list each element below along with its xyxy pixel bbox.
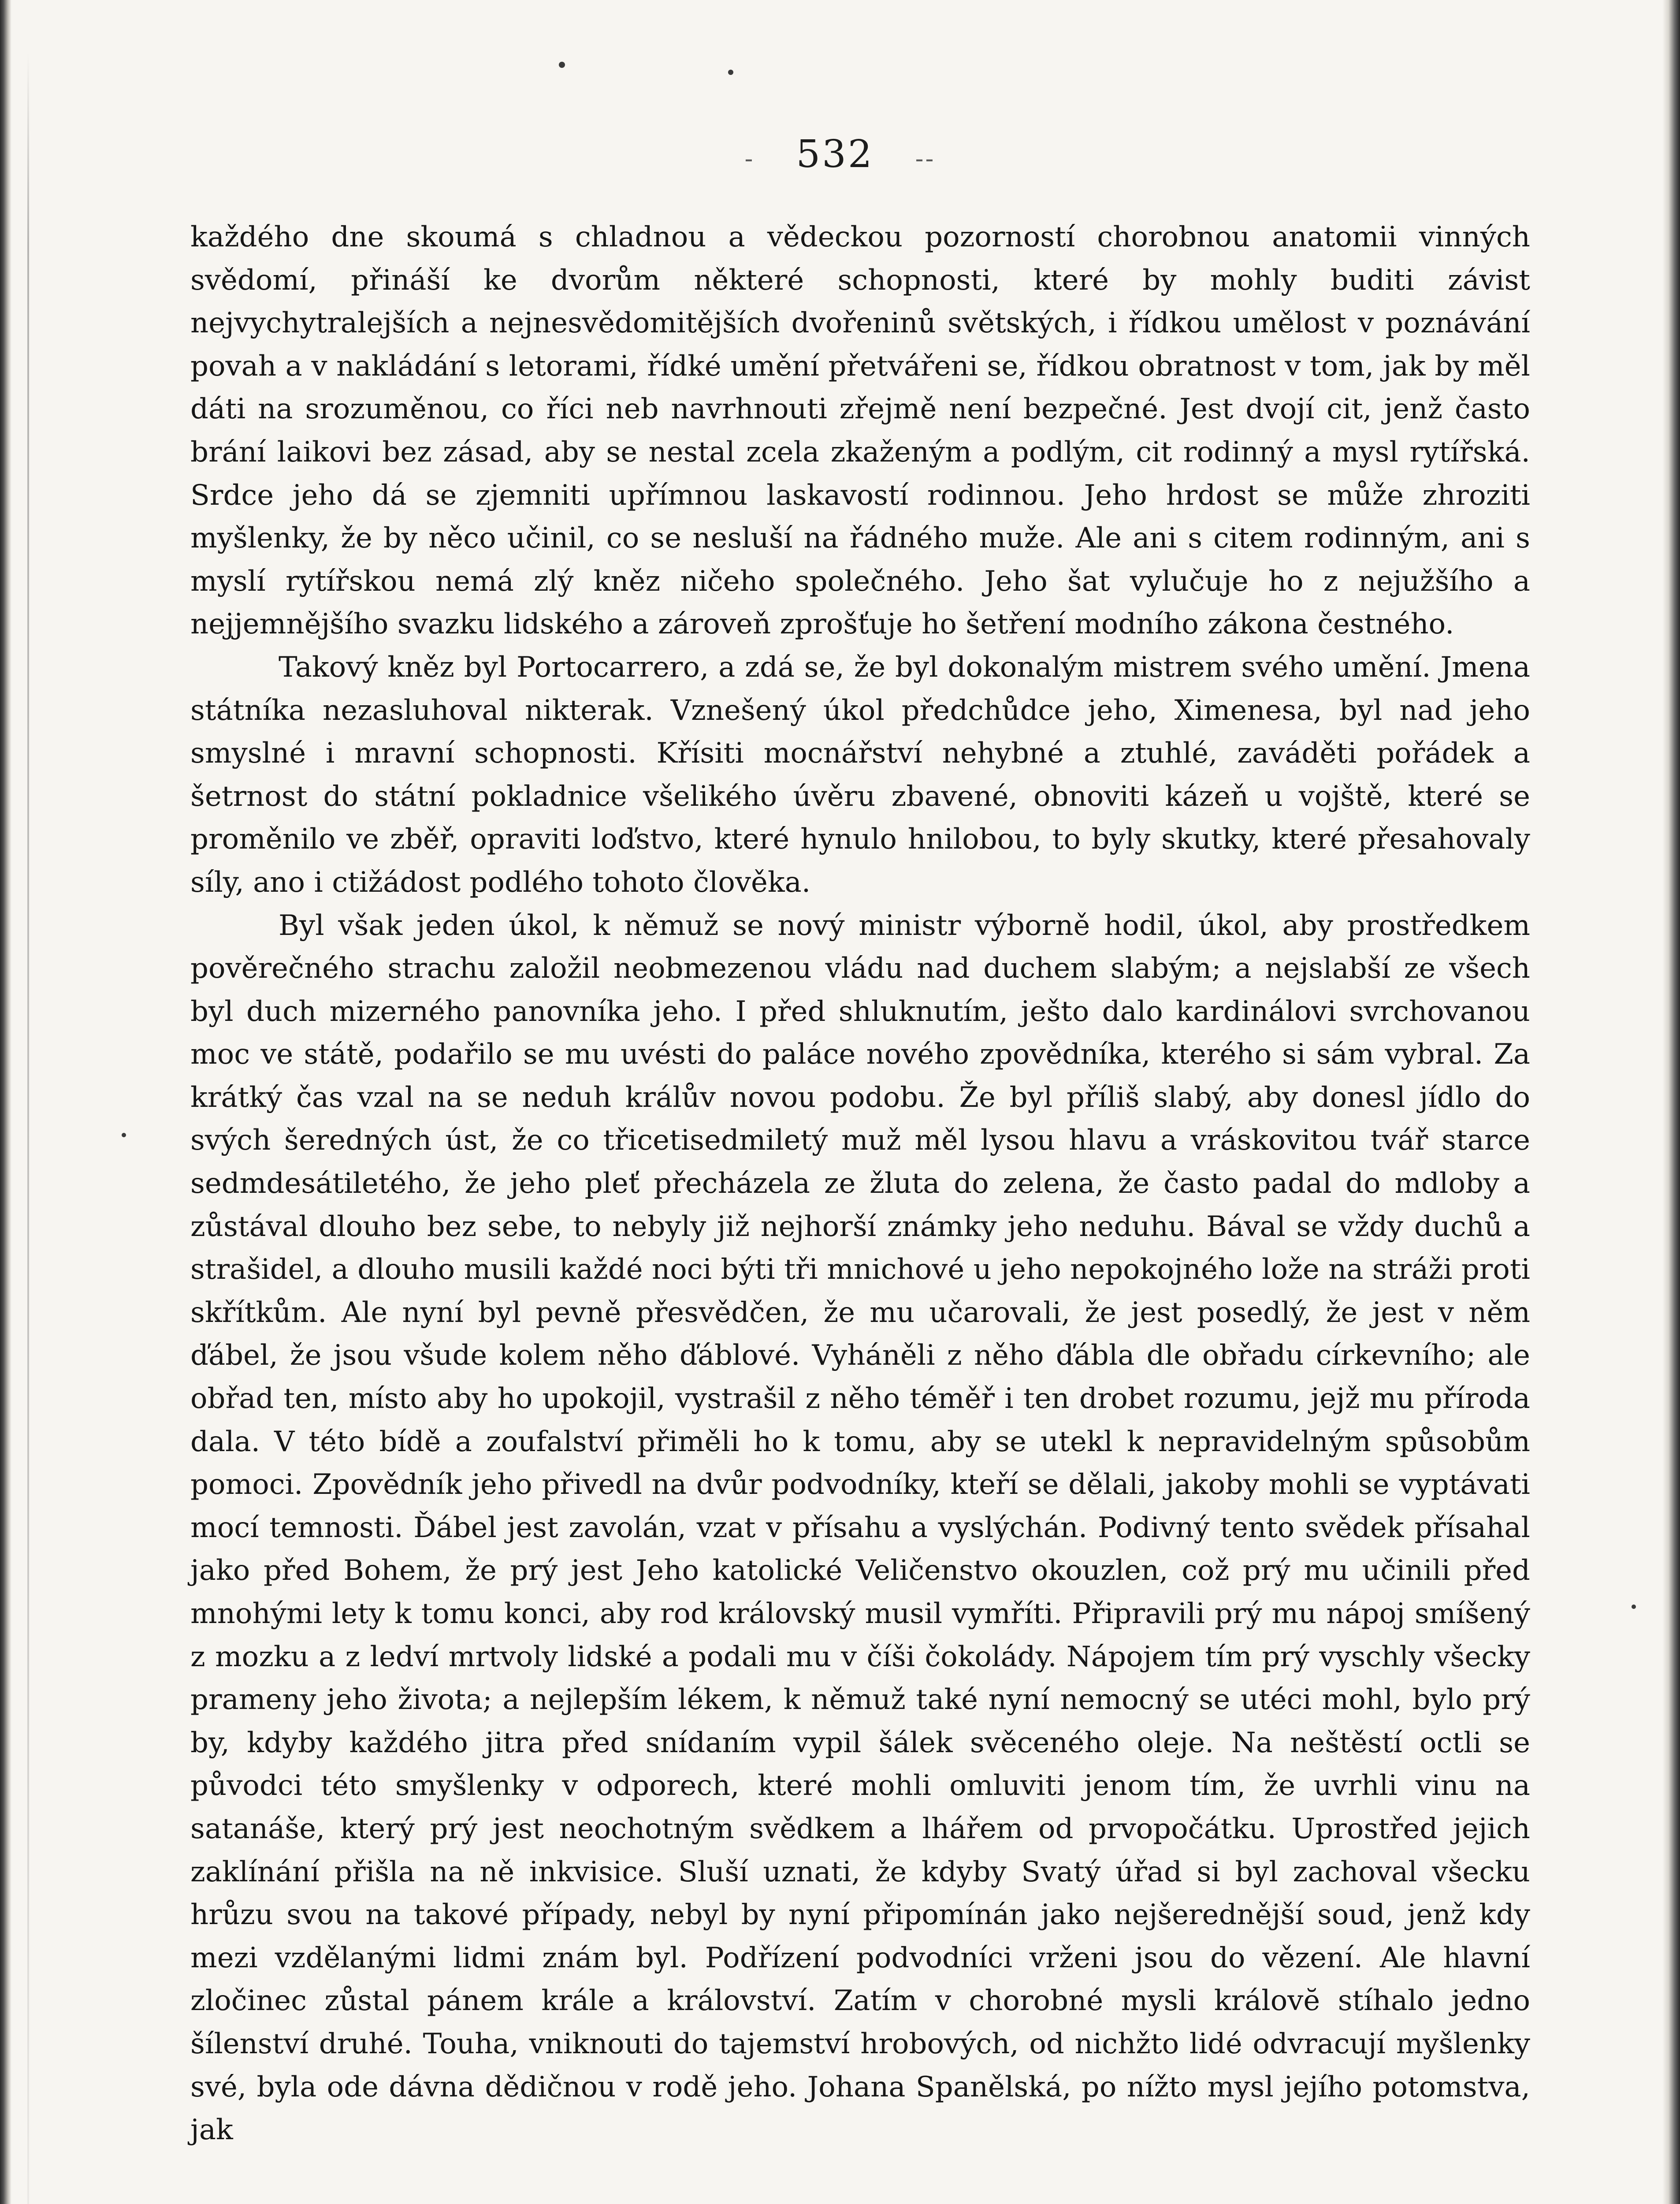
paragraph-portocarrero: Takový kněz byl Portocarrero, a zdá se, že byl dokonalým mistrem svého umění. Jmena státníka nezasluhoval nikterak. Vznešený úkol předchůdce jeho, Ximenesa, byl nad jeho smyslné i mravní schopnosti. Křísiti mocnářství nehybné a ztuhlé, zaváděti pořádek a šetrnost do státní pokladnice všelikého úvěru zbavené, obnoviti kázeň u vojště, které se proměnilo ve zběř, opraviti loďstvo, které hynulo hnilobou, to byly skutky, které přesahovaly síly, ano i ctižádost podlého tohoto člověka.: [190, 651, 1530, 899]
page-number: 532: [796, 132, 874, 176]
scan-speck: [1632, 1605, 1636, 1609]
page-right-edge: [1662, 0, 1680, 2204]
page-binding-edge: [0, 0, 11, 2204]
paragraph-task: Byl však jeden úkol, k němuž se nový ministr výborně hodil, úkol, aby prostředkem pověrečného strachu založil neobmezenou vládu nad duchem slabým; a nejslabší ze všech byl duch mizerného panovníka jeho. I před shluknutím, ješto dalo kardinálovi svrchovanou moc ve státě, podařilo se mu uvésti do paláce nového zpovědníka, kterého si sám vybral. Za krátký čas vzal na se neduh králův novou podobu. Že byl příliš slabý, aby donesl jídlo do svých šeredných úst, že co třicetisedmiletý muž měl lysou hlavu a vráskovitou tvář starce sedmdesátiletého, že jeho pleť přecházela ze žluta do zelena, že často padal do mdloby a zůstával dlouho bez sebe, to nebyly již nejhorší známky jeho neduhu. Bával se vždy duchů a strašidel, a dlouho musili každé noci býti tři mnichové u jeho nepokojného lože na stráži proti skřítkům. Ale nyní byl pevně přesvědčen, že mu učarovali, že jest posedlý, že jest v něm ďábel, že jsou všude kolem něho ďáblové. Vyháněli z něho ďábla dle obřadu církevního; ale obřad ten, místo aby ho upokojil, vystrašil z něho téměř i ten drobet rozumu, jejž mu příroda dala. V této bídě a zoufalství přiměli ho k tomu, aby se utekl k nepravidelným spůsobům pomoci. Zpovědník jeho přivedl na dvůr podvodníky, kteří se dělali, jakoby mohli se vyptávati mocí temnosti. Ďábel jest zavolán, vzat v přísahu a vyslýchán. Podivný tento svědek přísahal jako před Bohem, že prý jest Jeho katolické Veličenstvo okouzlen, což prý mu učinili před mnohými lety k tomu konci, aby rod královský musil vymříti. Připravili prý mu nápoj smíšený z mozku a z ledví mrtvoly lidské a podali mu v číši čokolády. Nápojem tím prý vyschly všecky prameny jeho života; a nejlepším lékem, k němuž také nyní nemocný se utéci mohl, bylo prý by, kdyby každého jitra před snídaním vypil šálek svěceného oleje. Na neštěstí octli se původci této smyšlenky v odporech, které mohli omluviti jenom tím, že uvrhli vinu na satanáše, který prý jest neochotným svědkem a lhářem od prvopočátku. Uprostřed jejich zaklínání přišla na ně inkvisice. Sluší uznati, že kdyby Svatý úřad si byl zachoval všecku hrůzu svou na takové případy, nebyl by nyní připomínán jako nejšerednější soud, jenž kdy mezi vzdělanými lidmi znám byl. Podřízení podvodníci vrženi jsou do vězení. Ale hlavní zločinec zůstal pánem krále a království. Zatím v chorobné mysli královĕ stíhalo jedno šílenství druhé. Touha, vniknouti do tajemství hrobových, od nichžto lidé odvracují myšlenky své, byla ode dávna dědičnou v rodě jeho. Johana Spanělská, po nížto mysl jejího potomstva, jak: [190, 909, 1530, 2147]
page-number-dash-left: -: [744, 145, 755, 173]
scan-speck: [728, 70, 733, 75]
page-number-dash-right: --: [915, 145, 936, 173]
page-fold-line: [27, 53, 29, 2204]
scan-speck: [559, 62, 565, 68]
body-text: [190, 216, 1530, 2152]
page-number-header: [0, 132, 1680, 176]
scan-speck: [122, 1133, 126, 1137]
paragraph-continuation: každého dne skoumá s chladnou a vědeckou pozorností chorobnou anatomii vinných svědomí, přináší ke dvorům některé schopnosti, které by mohly buditi závist nejvychytralejších a nejnesvědomitějších dvořeninů světských, i řídkou umělost v poznávání povah a v nakládání s letorami, řídké umění přetvářeni se, řídkou obratnost v tom, jak by měl dáti na srozuměnou, co říci neb navrhnouti zřejmě není bezpečné. Jest dvojí cit, jenž často brání laikovi bez zásad, aby se nestal zcela zkaženým a podlým, cit rodinný a mysl rytířská. Srdce jeho dá se zjemniti upřímnou laskavostí rodinnou. Jeho hrdost se může zhroziti myšlenky, že by něco učinil, co se nesluší na řádného muže. Ale ani s citem rodinným, ani s myslí rytířskou nemá zlý kněz ničeho společného. Jeho šat vylučuje ho z nejužšího a nejjemnějšího svazku lidského a zároveň zprošťuje ho šetření modního zákona čestného.: [190, 221, 1530, 641]
